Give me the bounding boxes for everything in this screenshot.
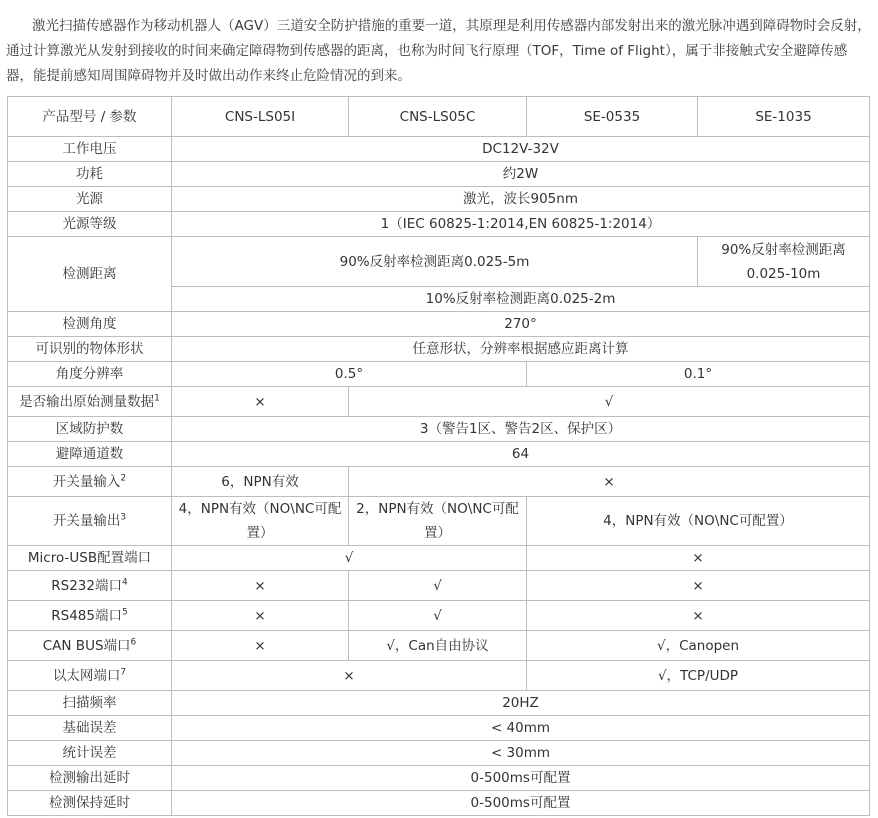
rs485-c: × <box>527 601 870 631</box>
model-se-0535: SE-0535 <box>527 97 698 137</box>
hold-delay-value: 0-500ms可配置 <box>172 791 870 816</box>
switch-out-a: 4，NPN有效（NO\NC可配置） <box>172 497 349 546</box>
row-label-raw: 是否输出原始测量数据$^1$ <box>8 387 172 417</box>
row-label-usb: Micro-USB配置端口 <box>8 546 172 571</box>
switch-out-c: 4，NPN有效（NO\NC可配置） <box>527 497 870 546</box>
range-90-short: 90%反射率检测距离0.025-5m <box>172 237 698 287</box>
can-a: × <box>172 631 349 661</box>
row-label-scan-rate: 扫描频率 <box>8 691 172 716</box>
row-label-hold-delay: 检测保持延时 <box>8 791 172 816</box>
switch-in-a: 6，NPN有效 <box>172 467 349 497</box>
raw-b: √ <box>349 387 870 417</box>
table-row <box>8 661 870 691</box>
scan-rate-value: 20HZ <box>172 691 870 716</box>
eth-b: √，TCP/UDP <box>527 661 870 691</box>
row-label-laser-class: 光源等级 <box>8 212 172 237</box>
row-label-range: 检测距离 <box>8 237 172 312</box>
row-label-can: CAN BUS端口$^6$ <box>8 631 172 661</box>
row-label-eth: 以太网端口$^7$ <box>8 661 172 691</box>
row-label-resolution: 角度分辨率 <box>8 362 172 387</box>
table-row <box>8 691 870 716</box>
model-cns-ls05i: CNS-LS05I <box>172 97 349 137</box>
resolution-b: 0.1° <box>527 362 870 387</box>
model-se-1035: SE-1035 <box>698 97 870 137</box>
table-row <box>8 601 870 631</box>
table-row <box>8 497 870 546</box>
angle-value: 270° <box>172 312 870 337</box>
channels-value: 64 <box>172 442 870 467</box>
table-row <box>8 546 870 571</box>
header-label: 产品型号 / 参数 <box>8 97 172 137</box>
resolution-a: 0.5° <box>172 362 527 387</box>
row-label-stat-error: 统计误差 <box>8 741 172 766</box>
header-row <box>8 97 870 137</box>
range-90-long: 90%反射率检测距离0.025-10m <box>698 237 870 287</box>
row-label-base-error: 基础误差 <box>8 716 172 741</box>
row-label-voltage: 工作电压 <box>8 137 172 162</box>
usb-b: × <box>527 546 870 571</box>
row-label-switch-out: 开关量输出$^3$ <box>8 497 172 546</box>
table-row <box>8 162 870 187</box>
row-label-switch-in: 开关量输入$^2$ <box>8 467 172 497</box>
rs485-a: × <box>172 601 349 631</box>
power-value: 约2W <box>172 162 870 187</box>
row-label-angle: 检测角度 <box>8 312 172 337</box>
rs232-c: × <box>527 571 870 601</box>
shape-value: 任意形状，分辨率根据感应距离计算 <box>172 337 870 362</box>
raw-a: × <box>172 387 349 417</box>
laser-class-value: 1（IEC 60825-1:2014,EN 60825-1:2014） <box>172 212 870 237</box>
table-row <box>8 362 870 387</box>
table-row <box>8 467 870 497</box>
rs232-b: √ <box>349 571 527 601</box>
row-label-channels: 避障通道数 <box>8 442 172 467</box>
switch-in-b: × <box>349 467 870 497</box>
table-row <box>8 387 870 417</box>
row-label-rs232: RS232端口$^4$ <box>8 571 172 601</box>
range-10: 10%反射率检测距离0.025-2m <box>172 287 870 312</box>
can-c: √，Canopen <box>527 631 870 661</box>
table-row <box>8 791 870 816</box>
table-row <box>8 571 870 601</box>
can-b: √，Can自由协议 <box>349 631 527 661</box>
base-error-value: < 40mm <box>172 716 870 741</box>
row-label-rs485: RS485端口$^5$ <box>8 601 172 631</box>
zones-value: 3（警告1区、警告2区、保护区） <box>172 417 870 442</box>
table-row <box>8 212 870 237</box>
table-row <box>8 312 870 337</box>
light-value: 激光，波长905nm <box>172 187 870 212</box>
rs485-b: √ <box>349 601 527 631</box>
switch-out-b: 2，NPN有效（NO\NC可配置） <box>349 497 527 546</box>
row-label-light: 光源 <box>8 187 172 212</box>
voltage-value: DC12V-32V <box>172 137 870 162</box>
spec-table <box>7 96 870 816</box>
row-label-shape: 可识别的物体形状 <box>8 337 172 362</box>
eth-a: × <box>172 661 527 691</box>
row-label-out-delay: 检测输出延时 <box>8 766 172 791</box>
table-row <box>8 631 870 661</box>
table-row <box>8 442 870 467</box>
table-row <box>8 766 870 791</box>
table-row <box>8 187 870 212</box>
row-label-zones: 区域防护数 <box>8 417 172 442</box>
out-delay-value: 0-500ms可配置 <box>172 766 870 791</box>
table-row <box>8 237 870 287</box>
row-label-power: 功耗 <box>8 162 172 187</box>
table-row <box>8 337 870 362</box>
rs232-a: × <box>172 571 349 601</box>
table-row <box>8 716 870 741</box>
table-row <box>8 741 870 766</box>
stat-error-value: < 30mm <box>172 741 870 766</box>
intro-paragraph: 激光扫描传感器作为移动机器人（AGV）三道安全防护措施的重要一道，其原理是利用传感器内部发射出来的激光脉冲遇到障碍物时会反射，通过计算激光从发射到接收的时间来确定障碍物到传感器的距离，也称为时间飞行原理（TOF，Time of Flight），属于非接触式安全避障传感器，能提前感知周围障碍物并及时做出动作来终止危险情况的到来。 <box>6 17 871 84</box>
table-row <box>8 137 870 162</box>
model-cns-ls05c: CNS-LS05C <box>349 97 527 137</box>
table-row <box>8 417 870 442</box>
usb-a: √ <box>172 546 527 571</box>
